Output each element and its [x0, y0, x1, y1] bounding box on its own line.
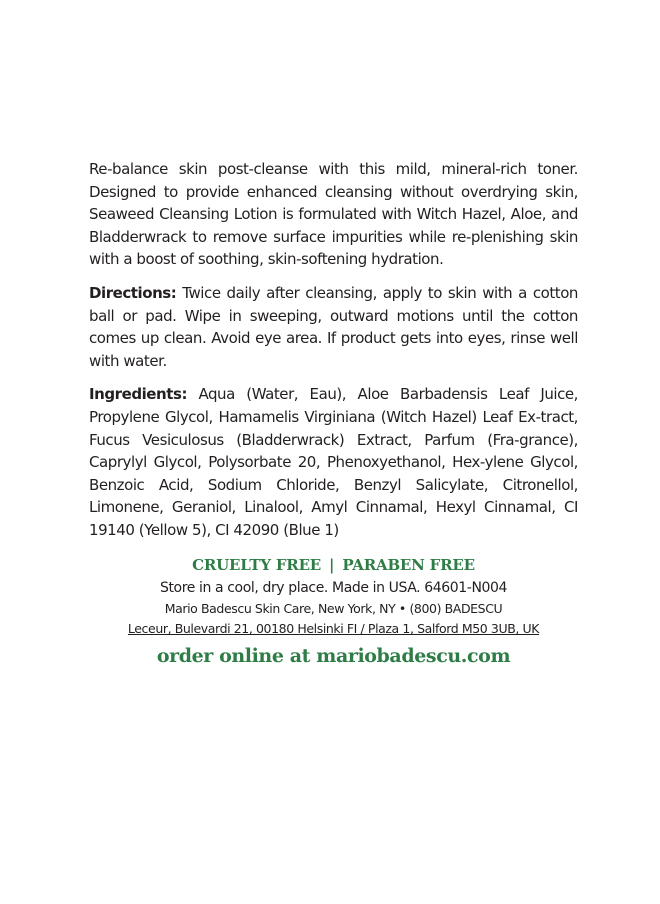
- directions-text: Twice daily after cleansing, apply to skin with a cotton ball or pad. Wipe in sweeping, outward motions until the cotton comes up clean. Avoid eye area. If product gets into eyes, rinse well with water.: [89, 283, 578, 370]
- directions-label: Directions:: [89, 283, 177, 302]
- storage-info: Store in a cool, dry place. Made in USA. 64601-N004: [159, 580, 508, 596]
- website-link[interactable]: order online at mariobadescu.com: [156, 645, 511, 667]
- ingredients-text: Aqua (Water, Eau), Aloe Barbadensis Leaf Juice, Propylene Glycol, Hamamelis Virginiana (Witch Hazel) Leaf Ex-tract, Fucus Vesiculosus (Bladderwrack) Extract, Parfum (Fra-grance), Caprylyl Glycol, Polysorbate 20, Phenoxyethanol, Hex-ylene Glycol, Benzoic Acid, Sodium Chloride, Benzyl Salicylate, Citronellol, Limonene, Geraniol, Linalool, Amyl Cinnamal, Hexyl Cinnamal, CI 19140 (Yellow 5), CI 42090 (Blue 1): [89, 385, 578, 539]
- directions-paragraph: [89, 282, 578, 372]
- ingredients-label: Ingredients:: [89, 385, 187, 404]
- product-description: Re-balance skin post-cleanse with this mild, mineral-rich toner. Designed to provide enhanced cleansing without overdrying skin, Seaweed Cleansing Lotion is formulated with Witch Hazel, Aloe, and Bladderwrack to remove surface impurities while re-plenishing skin with a boost of soothing, skin-softening hydration.: [89, 160, 578, 269]
- company-address: Mario Badescu Skin Care, New York, NY • (800) BADESCU: [164, 601, 503, 616]
- cruelty-free-claim: CRUELTY FREE: [192, 556, 322, 574]
- ingredients-paragraph: [89, 383, 578, 541]
- label-footer: [80, 553, 587, 673]
- claims-line: [80, 553, 587, 577]
- claims-separator: |: [329, 556, 335, 574]
- paraben-free-claim: PARABEN FREE: [342, 556, 475, 574]
- eu-address: Leceur, Bulevardi 21, 00180 Helsinki FI / Plaza 1, Salford M50 3UB, UK: [127, 621, 540, 636]
- label-body: [89, 158, 578, 542]
